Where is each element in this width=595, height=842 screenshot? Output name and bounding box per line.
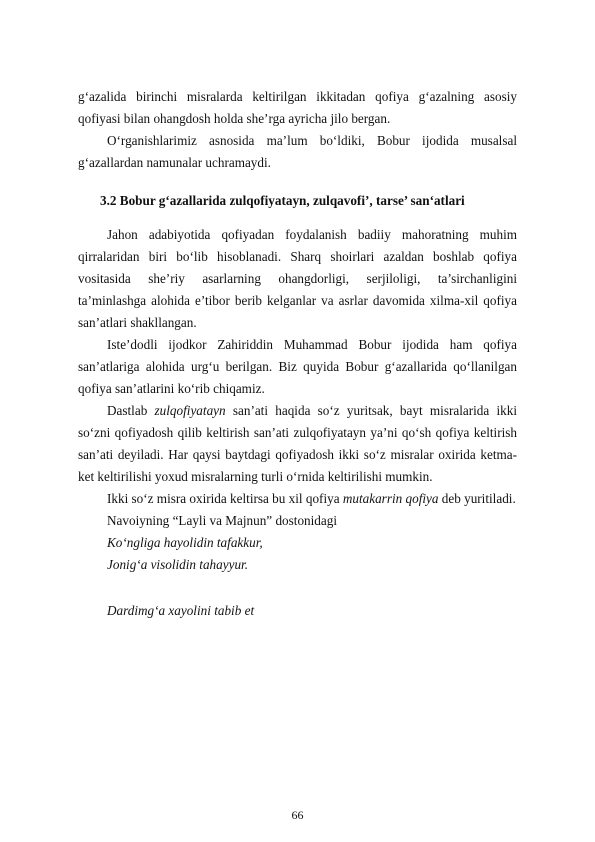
paragraph: g‘azalida birinchi misralarda keltirilgan ikkitadan qofiya g‘azalning asosiy qofiyasi bilan ohangdosh holda she’rga ayricha jilo bergan. — [78, 89, 517, 126]
page-number: 66 — [291, 808, 304, 822]
verse-line — [78, 600, 517, 622]
text-run: san’ati haqida so‘z yuritsak, bayt misralarida ikki so‘zni qofiyadosh qilib keltirish san’ati zulqofiyatayn ya’ni qo‘sh qofiya keltirish san’ati deyiladi. Har qaysi baytdagi qofiyadosh ikki so‘z misralar oxirida ketma-ket keltirilishi yoxud misralarning turli o‘rnida keltirilishi mumkin. — [78, 403, 517, 484]
paragraph: Iste’dodli ijodkor Zahiriddin Muhammad Bobur ijodida ham qofiya san’atlariga alohida urg‘u berilgan. Biz quyida Bobur g‘azallarida qo‘llanilgan qofiya san’atlarini ko‘rib chiqamiz. — [78, 337, 517, 396]
verse-line — [78, 554, 517, 576]
section-heading: 3.2 Bobur g‘azallarida zulqofiyatayn, zulqavofi’, tarse’ san‘atlari — [100, 193, 465, 208]
term-zulqofiyatayn: zulqofiyatayn — [154, 403, 226, 418]
verse-text: Ko‘ngliga hayolidin tafakkur, — [107, 535, 263, 550]
page-content — [78, 86, 517, 622]
text-run: Dastlab — [107, 403, 155, 418]
paragraph: O‘rganishlarimiz asnosida ma’lum bo‘ldiki, Bobur ijodida musalsal g‘azallardan namunalar uchramaydi. — [78, 133, 517, 170]
paragraph — [78, 488, 517, 510]
verse-text: Jonig‘a visolidin tahayyur. — [107, 557, 249, 572]
term-mutakarrin-qofiya: mutakarrin qofiya — [342, 491, 439, 506]
text-run: Ikki so‘z misra oxirida keltirsa bu xil qofiya — [107, 491, 343, 506]
verse-text: Dardimg‘a xayolini tabib et — [107, 603, 255, 618]
text-run: deb yuritiladi. — [438, 491, 516, 506]
spacer — [78, 576, 517, 600]
verse-line — [78, 532, 517, 554]
paragraph — [78, 400, 517, 488]
paragraph: Jahon adabiyotida qofiyadan foydalanish badiiy mahoratning muhim qirralaridan biri bo‘lib hisoblanadi. Sharq shoirlari azaldan boshlab qofiya vositasida she’riy asarlarning ohangdorligi, serjiloligi, ta’sirchanligini ta’minlashga alohida e’tibor berib kelganlar va asrlar davomida xilma-xil qofiya san’atlari shakllangan. — [78, 227, 517, 330]
paragraph: Navoiyning “Layli va Majnun” dostonidagi — [107, 513, 338, 528]
